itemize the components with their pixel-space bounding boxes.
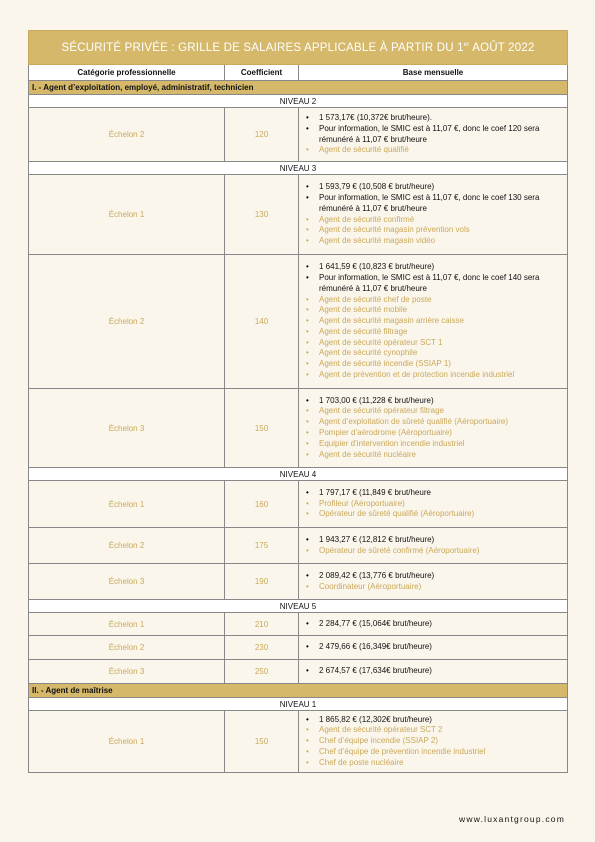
base-cell: [299, 389, 568, 468]
job-title-item: • Agent de sécurité cynophile: [319, 348, 563, 359]
niveau-label: NIVEAU 3: [29, 162, 568, 175]
job-title-item: • Agent de sécurité opérateur SCT 2: [319, 725, 563, 736]
header-base: Base mensuelle: [299, 65, 568, 81]
niveau-row: [29, 698, 568, 711]
base-cell: [299, 636, 568, 660]
niveau-row: [29, 468, 568, 481]
job-title-item: • Agent de prévention et de protection incendie industriel: [319, 370, 563, 381]
coefficient-cell: 210: [225, 613, 299, 636]
job-title-item: • Profileur (Aéroportuaire): [319, 499, 563, 510]
salary-line: • 1 943,27 € (12,812 € brut/heure): [319, 535, 563, 546]
base-list: [299, 715, 563, 769]
footer-website: www.luxantgroup.com: [459, 814, 565, 824]
echelon-cell: Échelon 3: [29, 389, 225, 468]
table-row: [29, 613, 568, 636]
echelon-cell: Échelon 3: [29, 564, 225, 600]
base-list: [299, 262, 563, 381]
salary-line: • 2 284,77 € (15,064€ brut/heure): [319, 619, 563, 630]
salary-line: • Pour information, le SMIC est à 11,07 €, donc le coef 120 sera rémunéré à 11,07 € brut/heure: [319, 124, 563, 146]
base-list: [299, 113, 563, 156]
niveau-row: [29, 162, 568, 175]
coefficient-cell: 130: [225, 175, 299, 255]
echelon-cell: Échelon 2: [29, 108, 225, 162]
coefficient-cell: 120: [225, 108, 299, 162]
base-list: [299, 666, 563, 677]
job-title-item: • Agent de sécurité magasin vidéo: [319, 236, 563, 247]
job-title-item: • Agent de sécurité chef de poste: [319, 295, 563, 306]
header-categorie: Catégorie professionnelle: [29, 65, 225, 81]
coefficient-cell: 160: [225, 481, 299, 528]
salary-line: • 1 641,59 € (10,823 € brut/heure): [319, 262, 563, 273]
table-row: [29, 175, 568, 255]
coefficient-cell: 150: [225, 389, 299, 468]
salary-line: • Pour information, le SMIC est à 11,07 €, donc le coef 140 sera rémunéré à 11,07 € brut/heure: [319, 273, 563, 295]
job-title-item: • Agent d’exploitation de sûreté qualifié (Aéroportuaire): [319, 417, 563, 428]
table-header-row: [29, 65, 568, 81]
salary-line: • 1 865,82 € (12,302€ brut/heure): [319, 715, 563, 726]
table-row: [29, 255, 568, 389]
table-row: [29, 711, 568, 773]
niveau-row: [29, 95, 568, 108]
job-title-item: • Agent de sécurité confirmé: [319, 215, 563, 226]
salary-line: • 1 703,00 € (11,228 € brut/heure): [319, 396, 563, 407]
title-sup: er: [463, 41, 470, 48]
echelon-cell: Échelon 1: [29, 175, 225, 255]
base-cell: [299, 175, 568, 255]
salary-line: • 1 593,79 € (10,508 € brut/heure): [319, 182, 563, 193]
base-list: [299, 642, 563, 653]
salary-line: • 2 479,66 € (16,349€ brut/heure): [319, 642, 563, 653]
job-title-item: • Chef d’équipe de prévention incendie industriel: [319, 747, 563, 758]
base-list: [299, 619, 563, 630]
section-title: II. - Agent de maîtrise: [29, 684, 568, 698]
echelon-cell: Échelon 3: [29, 660, 225, 684]
coefficient-cell: 190: [225, 564, 299, 600]
table-row: [29, 636, 568, 660]
section-row: [29, 81, 568, 95]
job-title-item: • Coordinateur (Aéroportuaire): [319, 582, 563, 593]
job-title-item: • Agent de sécurité opérateur SCT 1: [319, 338, 563, 349]
base-cell: [299, 255, 568, 389]
echelon-cell: Échelon 1: [29, 613, 225, 636]
coefficient-cell: 140: [225, 255, 299, 389]
base-list: [299, 396, 563, 461]
job-title-item: • Agent de sécurité opérateur filtrage: [319, 406, 563, 417]
table-row: [29, 564, 568, 600]
base-cell: [299, 481, 568, 528]
table-row: [29, 108, 568, 162]
job-title-item: • Chef d’équipe incendie (SSIAP 2): [319, 736, 563, 747]
table-row: [29, 389, 568, 468]
job-title-item: • Agent de sécurité mobile: [319, 305, 563, 316]
coefficient-cell: 150: [225, 711, 299, 773]
coefficient-cell: 230: [225, 636, 299, 660]
echelon-cell: Échelon 2: [29, 255, 225, 389]
base-cell: [299, 613, 568, 636]
niveau-label: NIVEAU 4: [29, 468, 568, 481]
echelon-cell: Échelon 1: [29, 711, 225, 773]
niveau-row: [29, 600, 568, 613]
table-row: [29, 528, 568, 564]
base-cell: [299, 660, 568, 684]
job-title-item: • Agent de sécurité incendie (SSIAP 1): [319, 359, 563, 370]
coefficient-cell: 250: [225, 660, 299, 684]
salary-line: • 1 797,17 € (11,849 € brut/heure: [319, 488, 563, 499]
table-row: [29, 660, 568, 684]
job-title-item: • Agent de sécurité filtrage: [319, 327, 563, 338]
job-title-item: • Agent de sécurité magasin prévention vols: [319, 225, 563, 236]
salary-line: • 1 573,17€ (10,372€ brut/heure).: [319, 113, 563, 124]
job-title-item: • Agent de sécurité magasin arrière caisse: [319, 316, 563, 327]
salary-line: • Pour information, le SMIC est à 11,07 €, donc le coef 130 sera rémunéré à 11,07 € brut/heure: [319, 193, 563, 215]
job-title-item: • Equipier d’intervention incendie industriel: [319, 439, 563, 450]
document-title: [29, 31, 568, 65]
salary-grid-document: [28, 30, 567, 773]
base-cell: [299, 528, 568, 564]
table-row: [29, 481, 568, 528]
salary-grid-table: [28, 30, 568, 773]
base-list: [299, 535, 563, 557]
job-title-item: • Opérateur de sûreté qualifié (Aéroportuaire): [319, 509, 563, 520]
job-title-item: • Opérateur de sûreté confirmé (Aéroportuaire): [319, 546, 563, 557]
base-cell: [299, 564, 568, 600]
job-title-item: • Agent de sécurité nucléaire: [319, 450, 563, 461]
job-title-item: • Agent de sécurité qualifié: [319, 145, 563, 156]
title-end: AOÛT 2022: [469, 41, 535, 54]
salary-line: • 2 674,57 € (17,634€ brut/heure): [319, 666, 563, 677]
niveau-label: NIVEAU 1: [29, 698, 568, 711]
section-row: [29, 684, 568, 698]
echelon-cell: Échelon 1: [29, 481, 225, 528]
base-list: [299, 571, 563, 593]
base-cell: [299, 108, 568, 162]
echelon-cell: Échelon 2: [29, 528, 225, 564]
base-list: [299, 182, 563, 247]
header-coefficient: Coefficient: [225, 65, 299, 81]
job-title-item: • Chef de poste nucléaire: [319, 758, 563, 769]
niveau-label: NIVEAU 5: [29, 600, 568, 613]
niveau-label: NIVEAU 2: [29, 95, 568, 108]
salary-line: • 2 089,42 € (13,776 € brut/heure): [319, 571, 563, 582]
echelon-cell: Échelon 2: [29, 636, 225, 660]
base-list: [299, 488, 563, 520]
base-cell: [299, 711, 568, 773]
job-title-item: • Pompier d’aérodrome (Aéroportuaire): [319, 428, 563, 439]
coefficient-cell: 175: [225, 528, 299, 564]
section-title: I. - Agent d’exploitation, employé, administratif, technicien: [29, 81, 568, 95]
title-main: SÉCURITÉ PRIVÉE : GRILLE DE SALAIRES APPLICABLE À PARTIR DU 1: [61, 41, 464, 54]
